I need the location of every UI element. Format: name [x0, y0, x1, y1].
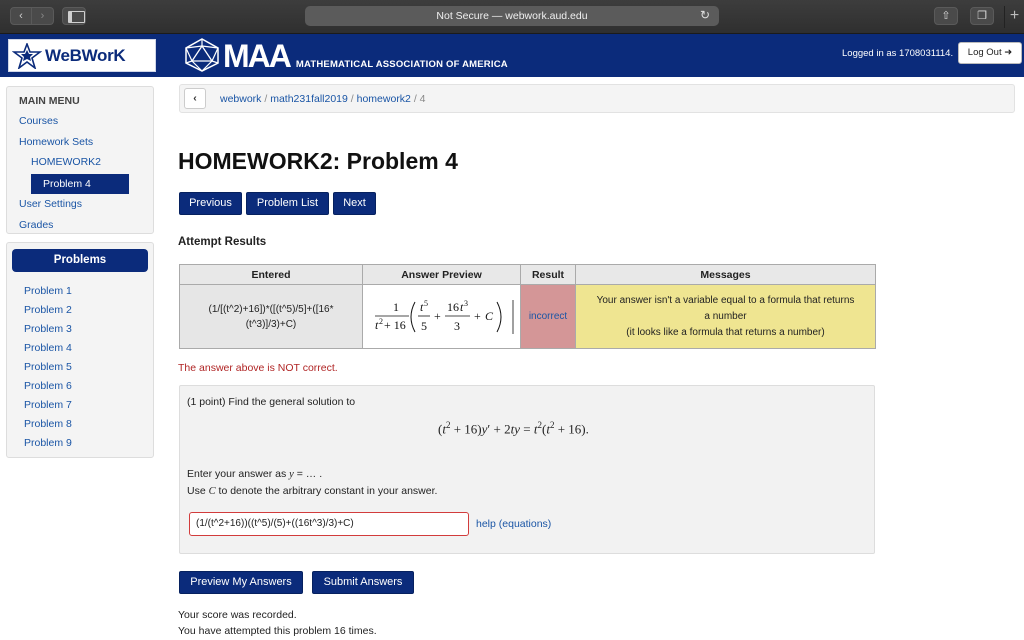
col-messages: Messages: [576, 265, 876, 285]
svg-text:5: 5: [423, 298, 428, 308]
breadcrumb-course[interactable]: math231fall2019: [270, 93, 348, 105]
problem-link-2[interactable]: Problem 2: [24, 304, 72, 316]
browser-toolbar: [0, 0, 1024, 34]
main-menu: [6, 86, 154, 234]
back-icon[interactable]: ‹: [10, 7, 32, 25]
problems-panel: [6, 242, 154, 458]
webwork-logo[interactable]: [8, 39, 156, 72]
table-row: [180, 285, 876, 349]
problem-list-button[interactable]: Problem List: [246, 192, 329, 215]
score-recorded-text: Your score was recorded.: [178, 609, 297, 621]
webwork-star-icon: [9, 41, 45, 71]
enter-prefix: Enter your answer as: [187, 468, 287, 480]
incorrect-feedback: The answer above is NOT correct.: [178, 362, 338, 374]
col-answer-preview: Answer Preview: [363, 265, 521, 285]
answer-preview-cell: [363, 285, 521, 349]
help-equations-link[interactable]: help (equations): [476, 518, 552, 530]
problem-link-9[interactable]: Problem 9: [24, 437, 72, 449]
svg-text:1: 1: [392, 299, 399, 314]
svg-text:+: +: [473, 308, 481, 323]
maa-logo[interactable]: [183, 38, 508, 72]
problem-statement: (1 point) Find the general solution to: [187, 396, 356, 408]
breadcrumb-path: [220, 93, 426, 105]
svg-text:+ 16: + 16: [383, 317, 406, 332]
problem-link-6[interactable]: Problem 6: [24, 380, 72, 392]
svg-text:t: t: [419, 299, 423, 314]
menu-courses[interactable]: Courses: [19, 115, 59, 127]
submit-answers-button[interactable]: Submit Answers: [312, 571, 414, 594]
previous-button[interactable]: Previous: [179, 192, 242, 215]
problems-title: Problems: [12, 249, 148, 272]
answer-input[interactable]: (1/(t^2+16))((t^5)/(5)+((16t^3)/3)+C): [189, 512, 469, 536]
share-icon[interactable]: ⇧: [934, 7, 958, 25]
messages-cell: [576, 285, 876, 349]
col-result: Result: [521, 265, 576, 285]
answer-preview-math: [367, 292, 517, 342]
svg-text:2: 2: [378, 316, 383, 326]
menu-homework2[interactable]: HOMEWORK2: [31, 156, 102, 168]
problem-equation: $(t^2 + 16)y' + 2ty = t^2(t^2 + 16)$.: [438, 420, 589, 437]
problem-body: [179, 385, 875, 554]
back-chevron-icon[interactable]: ‹: [184, 88, 206, 109]
logged-in-status: Logged in as 1708031114.: [842, 48, 954, 59]
problem-link-4[interactable]: Problem 4: [24, 342, 72, 354]
breadcrumb-webwork[interactable]: webwork: [220, 93, 262, 105]
sidebar-toggle-icon[interactable]: [62, 7, 86, 25]
attempt-results-heading: Attempt Results: [178, 236, 267, 248]
nav-buttons: [10, 7, 54, 25]
breadcrumb-sep: /: [264, 93, 268, 105]
logout-icon: ➜: [1004, 47, 1013, 58]
webwork-title: WeBWorK: [45, 45, 126, 65]
address-bar[interactable]: Not Secure — webwork.aud.edu: [305, 6, 719, 26]
table-header-row: [180, 265, 876, 285]
use-suffix: to denote the arbitrary constant in your answer.: [218, 485, 438, 497]
svg-text:t: t: [374, 317, 378, 332]
result-cell: incorrect: [521, 285, 576, 349]
answer-instructions: Enter your answer as y = … . Use C to denote the arbitrary constant in your answer.: [187, 468, 438, 497]
message-line-2: (it looks like a formula that returns a number): [626, 326, 825, 338]
logout-label: Log Out: [967, 47, 1002, 58]
breadcrumb-set[interactable]: homework2: [356, 93, 411, 105]
maa-icosahedron-icon: [183, 38, 221, 72]
main-menu-title: MAIN MENU: [19, 95, 80, 107]
col-entered: Entered: [180, 265, 363, 285]
new-tab-icon[interactable]: +: [1004, 6, 1024, 28]
breadcrumb-problem: 4: [419, 93, 426, 105]
score-status: [178, 607, 377, 639]
logout-button[interactable]: [958, 42, 1022, 64]
problem-link-5[interactable]: Problem 5: [24, 361, 72, 373]
problem-link-8[interactable]: Problem 8: [24, 418, 72, 430]
menu-user-settings[interactable]: User Settings: [19, 198, 83, 210]
maa-fullname: MATHEMATICAL ASSOCIATION OF AMERICA: [295, 59, 508, 70]
svg-text:t: t: [459, 299, 463, 314]
menu-problem-4[interactable]: Problem 4: [31, 174, 129, 194]
message-line-1: Your answer isn't a variable equal to a formula that returns a number: [596, 294, 855, 322]
svg-text:16: 16: [446, 299, 459, 314]
svg-text:3: 3: [463, 298, 468, 308]
problem-link-1[interactable]: Problem 1: [24, 285, 72, 297]
entered-cell: (1/[(t^2)+16])*([(t^5)/5]+([16*(t^3)]/3)+C): [180, 285, 363, 349]
attempt-results-table: [179, 264, 876, 349]
tabs-icon[interactable]: ❐: [970, 7, 994, 25]
problem-link-3[interactable]: Problem 3: [24, 323, 72, 335]
reload-icon[interactable]: ↻: [700, 8, 711, 22]
attempt-count-text: You have attempted this problem 16 times.: [178, 625, 377, 637]
problem-link-7[interactable]: Problem 7: [24, 399, 72, 411]
breadcrumb: [179, 84, 1015, 113]
site-header: [0, 34, 1024, 77]
breadcrumb-sep: /: [413, 93, 417, 105]
svg-text:+: +: [433, 308, 441, 323]
svg-text:5: 5: [420, 318, 427, 333]
use-prefix: Use: [187, 485, 206, 497]
menu-homework-sets[interactable]: Homework Sets: [19, 136, 94, 148]
preview-answers-button[interactable]: Preview My Answers: [179, 571, 303, 594]
page-title: HOMEWORK2: Problem 4: [178, 148, 458, 174]
forward-icon[interactable]: ›: [32, 7, 54, 25]
menu-grades[interactable]: Grades: [19, 219, 54, 231]
breadcrumb-sep: /: [350, 93, 354, 105]
maa-acronym: MAA: [223, 38, 290, 74]
svg-text:3: 3: [453, 318, 460, 333]
svg-text:C: C: [484, 308, 493, 323]
next-button[interactable]: Next: [333, 192, 376, 215]
